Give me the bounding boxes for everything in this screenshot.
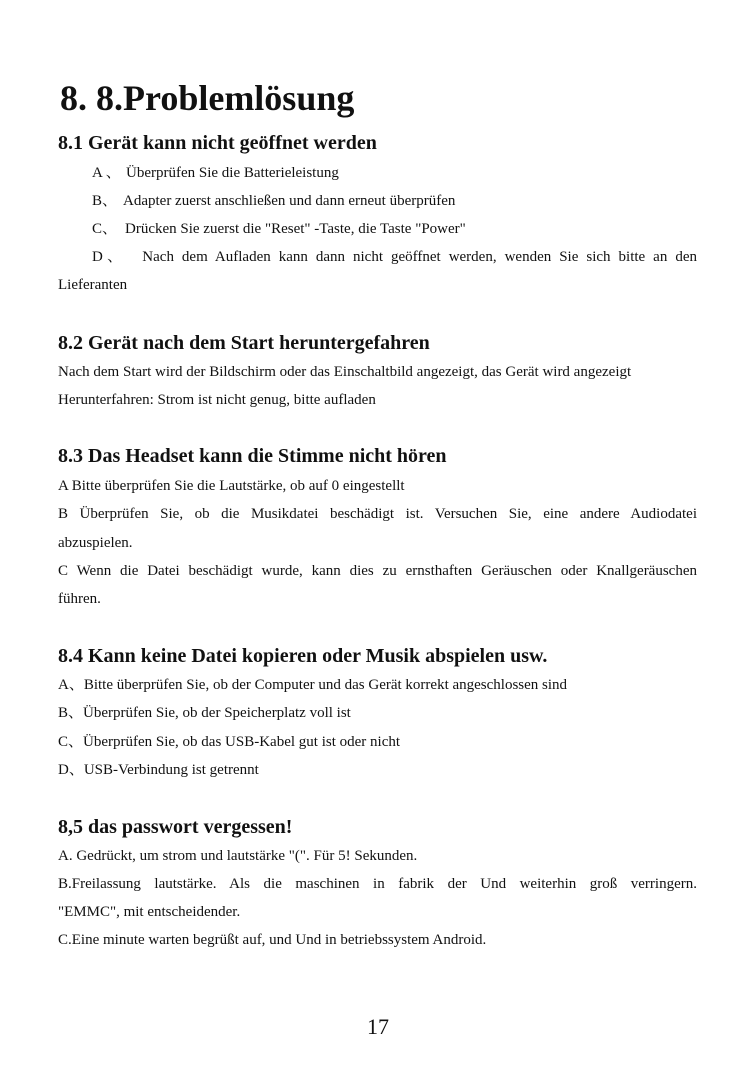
list-marker: C、	[92, 221, 118, 237]
paragraph-line: Herunterfahren: Strom ist nicht genug, bitte aufladen	[58, 392, 376, 408]
paragraph-line: A. Gedrückt, um strom und lautstärke "(". Für 5! Sekunden.	[58, 848, 418, 864]
list-item-text: Nach dem Aufladen kann dann nicht geöffnet werden, wenden Sie sich bitte an den	[142, 249, 697, 265]
paragraph-line: führen.	[58, 591, 101, 607]
paragraph-line: abzuspielen.	[58, 535, 133, 551]
list-item-text: Drücken Sie zuerst die "Reset" -Taste, die Taste "Power"	[125, 221, 466, 237]
list-item: C、Überprüfen Sie, ob das USB-Kabel gut ist oder nicht	[58, 734, 401, 750]
list-item	[92, 163, 339, 183]
paragraph-line: Nach dem Start wird der Bildschirm oder das Einschaltbild angezeigt, das Gerät wird angezeigt	[58, 364, 632, 380]
paragraph-line: A Bitte überprüfen Sie die Lautstärke, ob auf 0 eingestellt	[58, 478, 405, 494]
list-marker: B、	[92, 193, 118, 209]
list-item	[92, 219, 466, 239]
section-heading-8-5: 8,5 das passwort vergessen!	[58, 816, 293, 838]
list-item-text: Überprüfen Sie die Batterieleistung	[126, 165, 339, 181]
chapter-title: 8. 8.Problemlösung	[60, 78, 355, 118]
list-item	[92, 247, 697, 267]
paragraph-line: B.Freilassung lautstärke. Als die maschinen in fabrik der Und weiterhin groß verringern.	[58, 876, 697, 892]
page-number: 17	[367, 1014, 389, 1039]
list-item-continuation: Lieferanten	[58, 277, 128, 293]
paragraph-line: C.Eine minute warten begrüßt auf, und Und in betriebssystem Android.	[58, 932, 487, 948]
section-heading-8-2: 8.2 Gerät nach dem Start heruntergefahren	[58, 332, 430, 354]
list-item: A、Bitte überprüfen Sie, ob der Computer und das Gerät korrekt angeschlossen sind	[58, 677, 568, 693]
section-heading-8-1: 8.1 Gerät kann nicht geöffnet werden	[58, 132, 377, 154]
list-item: B、Überprüfen Sie, ob der Speicherplatz voll ist	[58, 705, 351, 721]
list-marker: D、	[92, 249, 127, 265]
list-item: D、USB-Verbindung ist getrennt	[58, 762, 259, 778]
paragraph-line: B Überprüfen Sie, ob die Musikdatei beschädigt ist. Versuchen Sie, eine andere Audiodatei	[58, 506, 697, 522]
section-heading-8-3: 8.3 Das Headset kann die Stimme nicht hören	[58, 445, 447, 467]
list-item	[92, 191, 455, 211]
section-heading-8-4: 8.4 Kann keine Datei kopieren oder Musik abspielen usw.	[58, 645, 548, 667]
paragraph-line: "EMMC", mit entscheidender.	[58, 904, 241, 920]
list-marker: A 、	[92, 165, 121, 181]
paragraph-line: C Wenn die Datei beschädigt wurde, kann dies zu ernsthaften Geräuschen oder Knallgeräuschen	[58, 563, 697, 579]
list-item-text: Adapter zuerst anschließen und dann erneut überprüfen	[123, 193, 456, 209]
